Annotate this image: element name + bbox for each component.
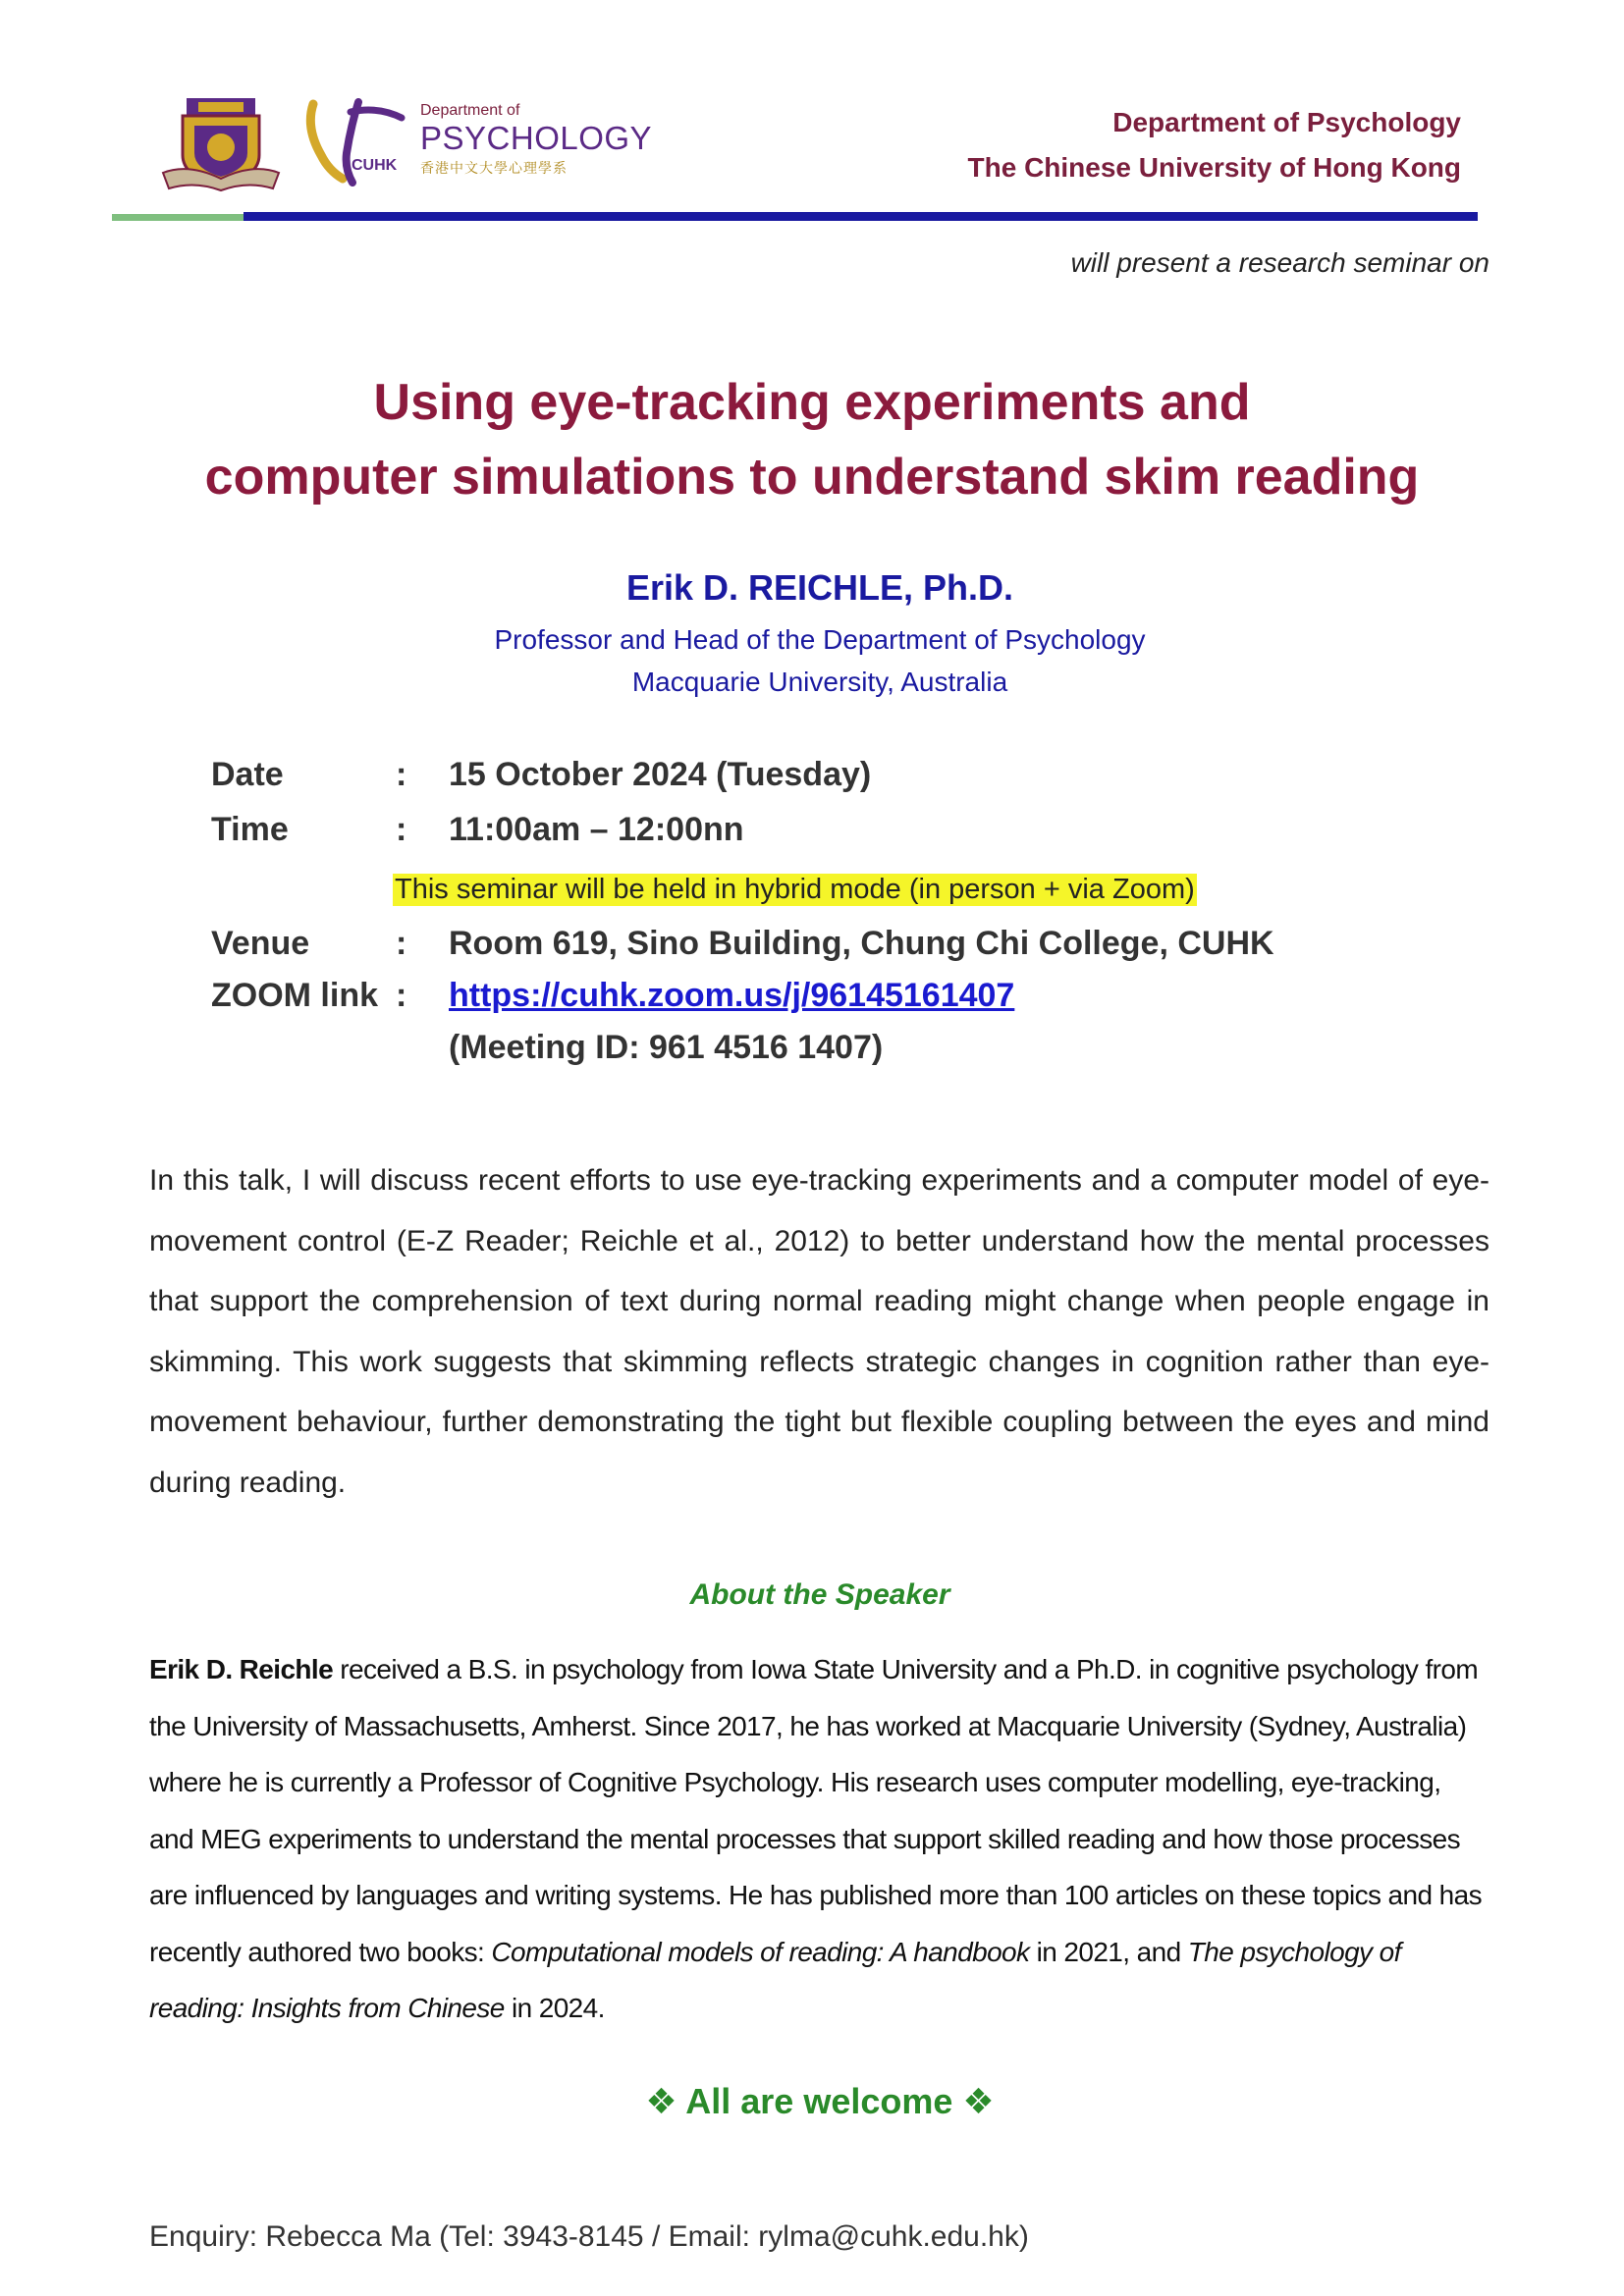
meeting-id: (Meeting ID: 961 4516 1407) (449, 1029, 884, 1066)
bio-book-2: The psychology of reading: Insights from Chinese (149, 1936, 1401, 2023)
header-rule-blue (244, 212, 1478, 221)
speaker-institution: Macquarie University, Australia (631, 667, 1008, 697)
logo-cuhk-text: CUHK (352, 157, 398, 174)
enquiry-line: Enquiry: Rebecca Ma (Tel: 3943-8145 / Email: rylma@cuhk.edu.hk) (149, 2220, 1029, 2253)
header-dept-name: Department of Psychology (1112, 107, 1461, 137)
title-line-2: computer simulations to understand skim reading (204, 449, 1420, 506)
zoom-link[interactable]: https://cuhk.zoom.us/j/96145161407 (449, 977, 1015, 1014)
logo-dept-big-text: PSYCHOLOGY (420, 120, 653, 156)
date-label: Date (211, 756, 284, 793)
header-department-block (968, 100, 1461, 190)
present-line: will present a research seminar on (1070, 247, 1489, 278)
date-value: 15 October 2024 (Tuesday) (449, 756, 872, 793)
time-value: 11:00am – 12:00nn (449, 811, 744, 848)
zoom-colon: : (396, 977, 407, 1014)
time-colon: : (396, 811, 407, 848)
logo-chinese-text: 香港中文大學心理學系 (420, 160, 568, 176)
bio-book-1: Computational models of reading: A handbook (491, 1936, 1030, 1967)
date-colon: : (396, 756, 407, 793)
about-speaker-heading: About the Speaker (689, 1578, 950, 1611)
title-line-1: Using eye-tracking experiments and (373, 374, 1251, 431)
bio-speaker-name: Erik D. Reichle (149, 1654, 334, 1684)
all-welcome-line: ❖ All are welcome ❖ (645, 2081, 995, 2121)
time-label: Time (211, 811, 289, 848)
logo-dept-small-text: Department of (420, 102, 520, 119)
venue-colon: : (396, 925, 407, 962)
bio-text-2: in 2021, and (1029, 1936, 1188, 1967)
venue-value: Room 619, Sino Building, Chung Chi College, CUHK (449, 925, 1274, 962)
cuhk-crest-logo (159, 94, 282, 192)
abstract-paragraph: In this talk, I will discuss recent efforts to use eye-tracking experiments and a computer model of eye-movement control (E-Z Reader; Reichle et al., 2012) to better understand how the mental processes that support the comprehension of text during normal reading might change when people engage in skimming. This work suggests that skimming reflects strategic changes in cognition rather than eye-movement behaviour, further demonstrating the tight but flexible coupling between the eyes and mind during reading. (149, 1164, 1489, 1499)
venue-label: Venue (211, 925, 310, 962)
header-rule-green (112, 214, 244, 221)
seminar-title (0, 365, 1624, 514)
zoom-label: ZOOM link (211, 977, 378, 1014)
speaker-affiliation (0, 618, 1624, 703)
header-university: The Chinese University of Hong Kong (967, 152, 1461, 183)
speaker-position: Professor and Head of the Department of Psychology (494, 624, 1146, 655)
speaker-name: Erik D. REICHLE, Ph.D. (625, 567, 1014, 608)
zoom-value (449, 977, 1014, 1015)
hybrid-mode-note: This seminar will be held in hybrid mode (in person + via Zoom) (395, 874, 1195, 905)
speaker-bio (149, 1641, 1489, 2037)
bio-text-3: in 2024. (504, 1993, 605, 2023)
bio-text-1: received a B.S. in psychology from Iowa State University and a Ph.D. in cognitive psychology from the University of Massachusetts, Amherst. Since 2017, he has worked at Macquarie University (Sydney, Australia) where he is currently a Professor of Cognitive Psychology. His research uses computer modelling, eye-tracking, and MEG experiments to understand the mental processes that support skilled reading and how those processes are influenced by languages and writing systems. He has published more than 100 articles on these topics and has recently authored two books: (149, 1654, 1482, 1967)
